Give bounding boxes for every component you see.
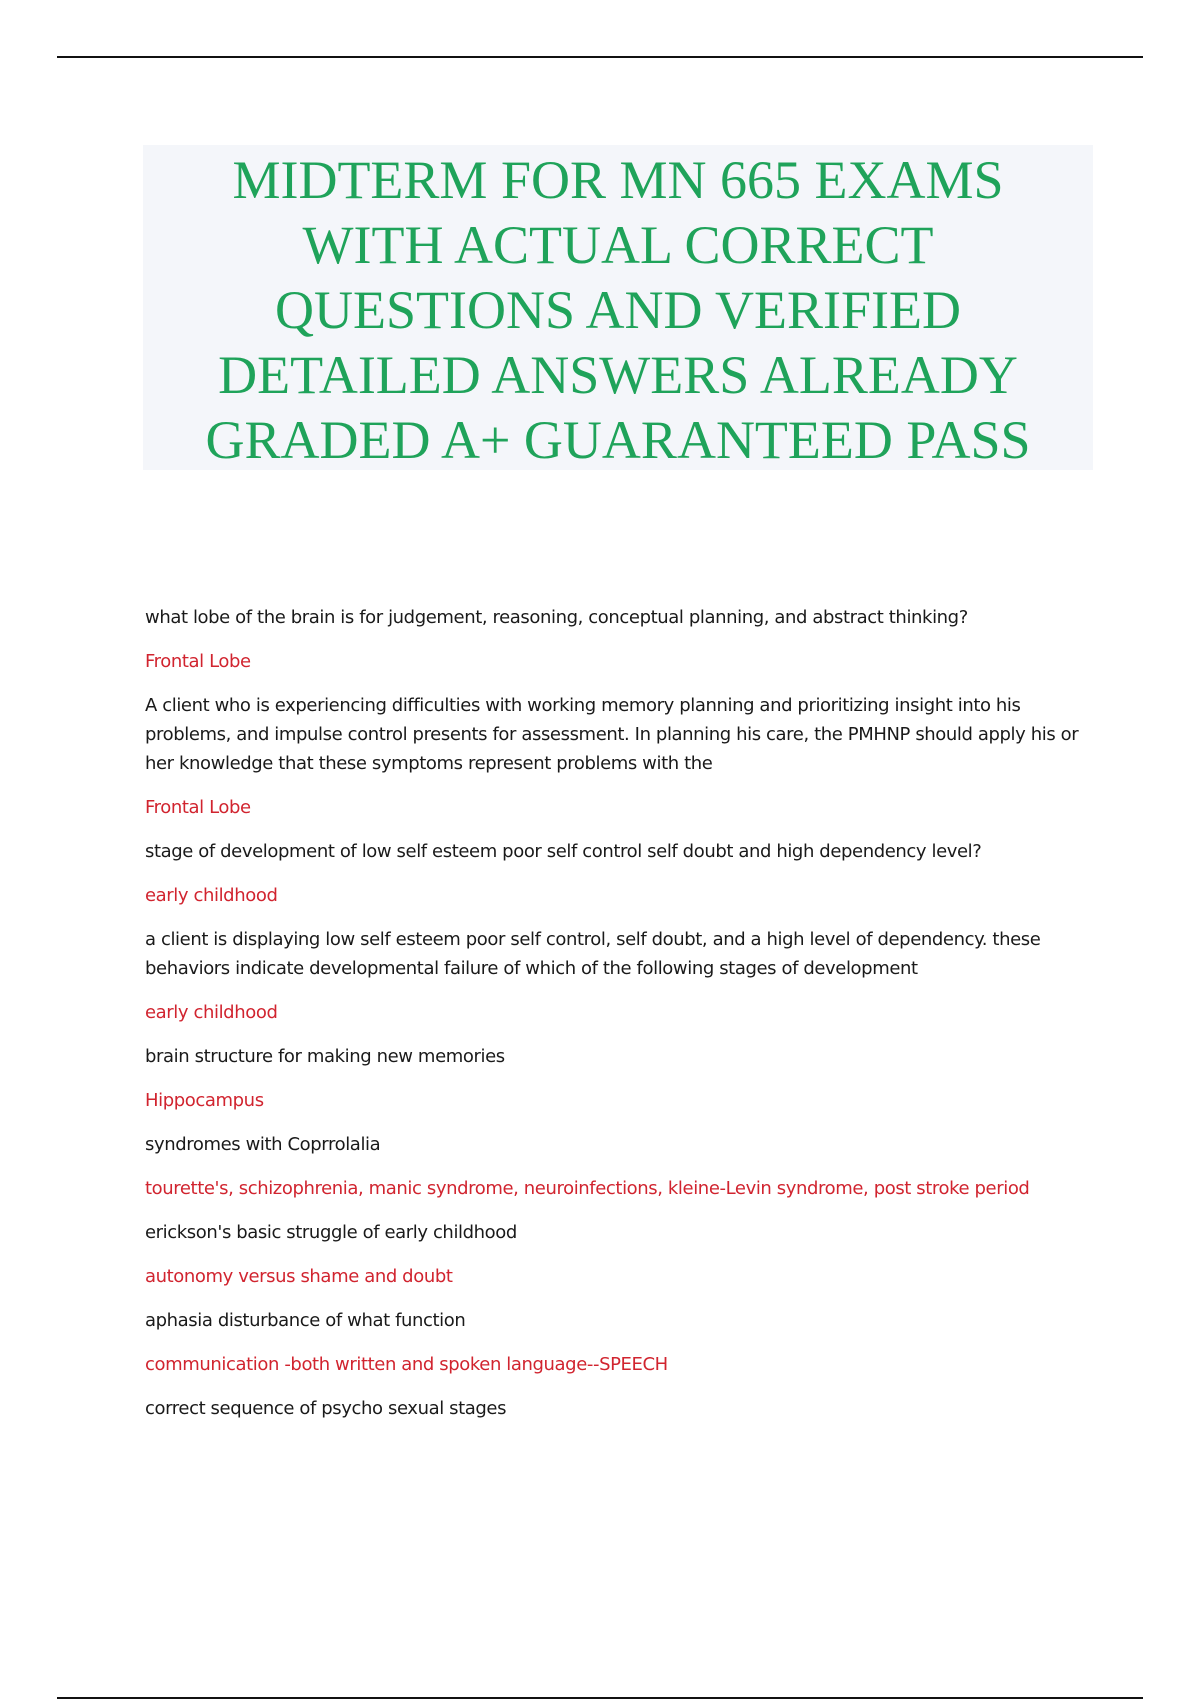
answer-text: Frontal Lobe — [145, 651, 251, 672]
title-line: WITH ACTUAL CORRECT — [302, 215, 934, 275]
answer-text: early childhood — [145, 1002, 278, 1023]
question-text: a client is displaying low self esteem poor self control, self doubt, and a high level of dependency. these behaviors indicate developmental failure of which of the following stages of development — [145, 929, 1041, 979]
question-text: erickson's basic struggle of early childhood — [145, 1222, 517, 1243]
question-text: aphasia disturbance of what function — [145, 1310, 466, 1331]
question-text: correct sequence of psycho sexual stages — [145, 1398, 507, 1419]
title-line: GRADED A+ GUARANTEED PASS — [205, 410, 1031, 470]
question-answer-list — [145, 603, 1085, 1438]
question-text: what lobe of the brain is for judgement, reasoning, conceptual planning, and abstract thinking? — [145, 607, 968, 628]
question-text: stage of development of low self esteem poor self control self doubt and high dependency level? — [145, 841, 982, 862]
answer-text: communication -both written and spoken language--SPEECH — [145, 1354, 668, 1375]
answer-text: tourette's, schizophrenia, manic syndrome, neuroinfections, kleine-Levin syndrome, post stroke period — [145, 1178, 1030, 1199]
answer-text: Frontal Lobe — [145, 797, 251, 818]
title-line: DETAILED ANSWERS ALREADY — [218, 345, 1018, 405]
bottom-rule — [57, 1697, 1143, 1699]
answer-text: early childhood — [145, 885, 278, 906]
document-title-banner — [143, 145, 1093, 470]
title-line: QUESTIONS AND VERIFIED — [274, 280, 962, 340]
answer-text: Hippocampus — [145, 1090, 264, 1111]
answer-text: autonomy versus shame and doubt — [145, 1266, 453, 1287]
question-text: A client who is experiencing difficulties with working memory planning and prioritizing insight into his problems, and impulse control presents for assessment. In planning his care, the PMHNP should apply his or her knowledge that these symptoms represent problems with the — [145, 695, 1079, 774]
question-text: brain structure for making new memories — [145, 1046, 505, 1067]
question-text: syndromes with Coprrolalia — [145, 1134, 381, 1155]
top-rule — [57, 56, 1143, 58]
title-line: MIDTERM FOR MN 665 EXAMS — [232, 150, 1004, 210]
